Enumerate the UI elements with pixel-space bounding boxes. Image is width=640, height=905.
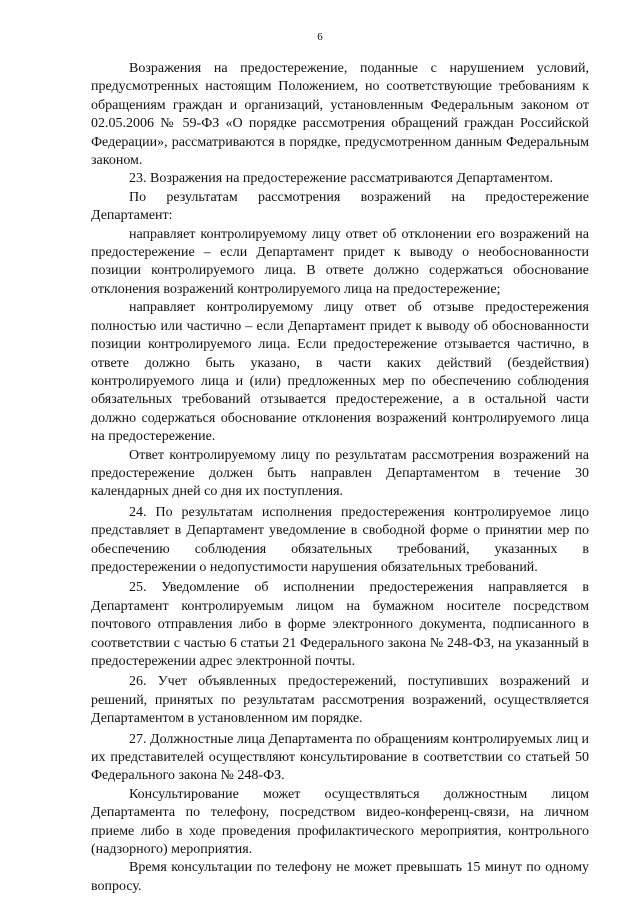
paragraph-item-27: 27. Должностные лица Департамента по обращениям контролируемых лиц и их представителей осуществляют консультирование в соответствии со статьей 50 Федерального закона № 248-ФЗ. — [91, 731, 589, 784]
paragraph-review-results: По результатам рассмотрения возражений на предостережение Департамент: — [91, 189, 589, 224]
paragraph-withdrawal-answer: направляет контролируемому лицу ответ об отзыве предостережения полностью или частично – если Департамент придет к выводу об обоснованности позиции контролируемого лица. Если предостережение отзывается частично, в ответе должно быть указано, в части каких действий (бездействия) контролируемого лица и (или) предложенных мер по обеспечению соблюдения обязательных требований отзывается предостережение, а в остальной части должно содержаться обоснование отклонения возражений контролируемого лица на предостережение. — [91, 300, 589, 445]
document-body — [91, 60, 589, 896]
paragraph-rejection-answer: направляет контролируемому лицу ответ об отклонении его возражений на предостережение – если Департамент придет к выводу о необоснованности позиции контролируемого лица. В ответе должно содержаться обоснование отклонения возражений контролируемого лица на предостережение; — [91, 226, 589, 297]
paragraph-answer-deadline: Ответ контролируемому лицу по результатам рассмотрения возражений на предостережение должен быть направлен Департаментом в течение 30 календарных дней со дня их поступления. — [91, 447, 589, 500]
page-number: 6 — [317, 31, 323, 43]
paragraph-objections-violations: Возражения на предостережение, поданные с нарушением условий, предусмотренных настоящим Положением, но соответствующие требованиям к обращениям граждан и организаций, установленным Федеральным законом от 02.05.2006 № 59-ФЗ «О порядке рассмотрения обращений граждан Российской Федерации», рассматриваются в порядке, предусмотренном данным Федеральным законом. — [91, 61, 589, 169]
paragraph-item-23: 23. Возражения на предостережение рассматриваются Департаментом. — [129, 171, 554, 187]
paragraph-item-24: 24. По результатам исполнения предостережения контролируемое лицо представляет в Департамент уведомление в свободной форме о принятии мер по обеспечению соблюдения обязательных требований, указанных в предостережении о недопустимости нарушения обязательных требований. — [91, 504, 589, 575]
paragraph-item-25: 25. Уведомление об исполнении предостережения направляется в Департамент контролируемым лицом на бумажном носителе посредством почтового отправления либо в форме электронного документа, подписанного в соответствии с частью 6 статьи 21 Федерального закона № 248-ФЗ, на указанный в предостережении адрес электронной почты. — [91, 580, 589, 669]
paragraph-consultation-time: Время консультации по телефону не может превышать 15 минут по одному вопросу. — [91, 860, 589, 894]
paragraph-item-26: 26. Учет объявленных предостережений, поступивших возражений и решений, принятых по результатам рассмотрения возражений, осуществляется Департаментом в установленном им порядке. — [91, 674, 589, 727]
paragraph-consultation-methods: Консультирование может осуществляться должностным лицом Департамента по телефону, посредством видео-конференц-связи, на личном приеме либо в ходе проведения профилактического мероприятия, контрольного (надзорного) мероприятия. — [91, 786, 589, 858]
